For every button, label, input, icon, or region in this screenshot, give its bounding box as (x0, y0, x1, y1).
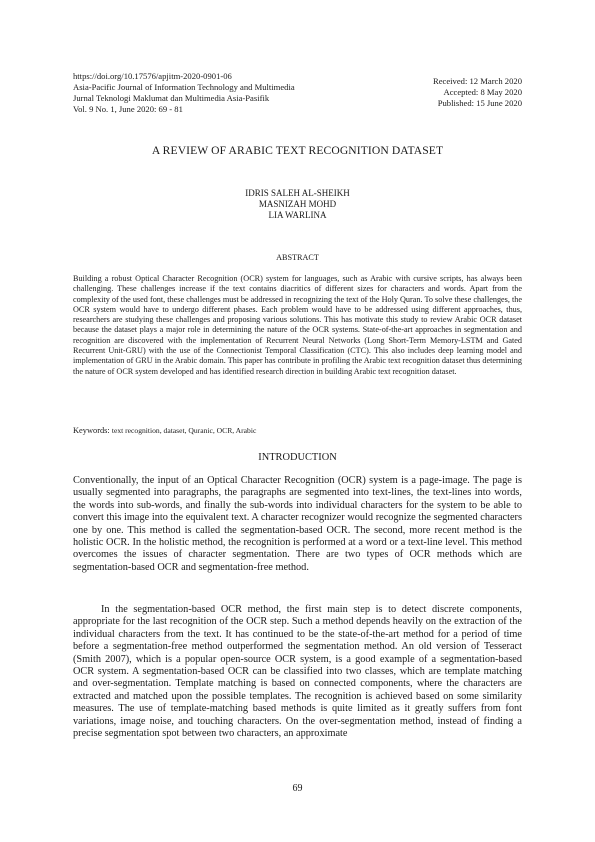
volume-info: Vol. 9 No. 1, June 2020: 69 - 81 (73, 104, 183, 114)
keywords-label: Keywords: (73, 426, 110, 435)
author-name: LIA WARLINA (268, 210, 327, 220)
paper-title: A REVIEW OF ARABIC TEXT RECOGNITION DATASET (151, 144, 444, 157)
introduction-heading: INTRODUCTION (258, 452, 337, 463)
introduction-paragraph: Conventionally, the input of an Optical Character Recognition (OCR) system is a page-image. The page is usually segmented into paragraphs, the paragraphs are segmented into text-lines, the text-lines into words, the words into sub-words, and finally the sub-words into individual characters for the system to be able to convert this image into the equivalent text. A character recognizer would recognize the segmented characters one by one. This method is called the segmentation-based OCR. The second, more recent method is the holistic OCR. In the holistic method, the recognition is performed at a word or a text-line level. This method overcomes the issues of character segmentation. There are two types of OCR methods which are segmentation-based OCR and segmentation-free method. (73, 475, 522, 573)
author-name: MASNIZAH MOHD (258, 199, 337, 209)
keywords-line (73, 426, 522, 436)
abstract-heading: ABSTRACT (276, 253, 319, 262)
page-number: 69 (292, 783, 303, 794)
keywords-values: text recognition, dataset, Quranic, OCR, Arabic (111, 426, 257, 435)
doi-link[interactable]: https://doi.org/10.17576/apjitm-2020-0901-06 (73, 71, 232, 81)
journal-name-malay: Jurnal Teknologi Maklumat dan Multimedia Asia-Pasifik (73, 93, 270, 103)
author-list (73, 188, 522, 221)
publication-dates (322, 76, 522, 109)
introduction-paragraph: In the segmentation-based OCR method, the first main step is to detect discrete components, appropriate for the last recognition of the OCR step. Such a method depends heavily on the extraction of the individual characters from the text. It has continued to be the state-of-the-art method for a period of time before a segmentation-free method outperformed the segmentation method. An old version of Tesseract (Smith 2007), which is a popular open-source OCR system, is a good example of a segmentation-based OCR system. A segmentation-based OCR can be classified into two classes, which are template matching and over-segmentation. Template matching is based on connected components, where the characters are extracted and matched upon the possible templates. The recognition is achieved based on some similarity measures. The use of template-matching based methods is quite limited as it greatly suffers from font variations, image noise, and touching characters. On the over-segmentation method, instead of finding a precise segmentation spot between two characters, an approximate (73, 604, 522, 740)
author-name: IDRIS SALEH AL-SHEIKH (245, 188, 350, 198)
journal-name-english: Asia-Pacific Journal of Information Technology and Multimedia (73, 82, 295, 92)
accepted-date: Accepted: 8 May 2020 (443, 87, 522, 97)
published-date: Published: 15 June 2020 (437, 98, 522, 108)
received-date: Received: 12 March 2020 (432, 76, 522, 86)
abstract-text: Building a robust Optical Character Recognition (OCR) system for languages, such as Arabic with cursive scripts, has always been challenging. These challenges increase if the text contains diacritics of different sizes for characters and words. Apart from the complexity of the used font, these challenges must be addressed in recognizing the text of the Holy Quran. To solve these challenges, the OCR system would have to undergo different phases. Each problem would have to be addressed using different approaches, thus, researchers are studying these challenges and proposing various solutions. This has motivate this study to review Arabic OCR dataset because the dataset plays a major role in determining the nature of the OCR systems. State-of-the-art approaches in segmentation and recognition are discovered with the implementation of Recurrent Neural Networks (Long Short-Term Memory-LSTM and Gated Recurrent Unit-GRU) with the use of the Connectionist Temporal Classification (CTC). This also includes deep learning model and implementation of GRU in the Arabic domain. This paper has contribute in profiling the Arabic text recognition dataset thus determining the nature of OCR system developed and has identified research direction in building Arabic text recognition dataset. (73, 274, 522, 376)
